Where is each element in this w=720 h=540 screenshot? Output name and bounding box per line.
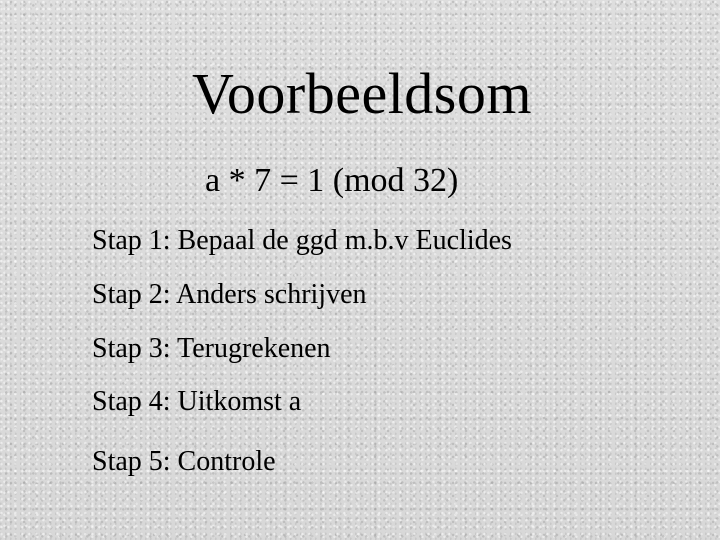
- step-3: Stap 3: Terugrekenen: [92, 332, 331, 364]
- step-2: Stap 2: Anders schrijven: [92, 278, 367, 310]
- step-list: [92, 226, 512, 478]
- slide-title: Voorbeeldsom: [191, 61, 532, 126]
- step-1: Stap 1: Bepaal de ggd m.b.v Euclides: [92, 225, 512, 256]
- equation: a * 7 = 1 (mod 32): [205, 162, 459, 199]
- step-5: Stap 5: Controle: [92, 446, 276, 478]
- step-4: Stap 4: Uitkomst a: [92, 386, 302, 418]
